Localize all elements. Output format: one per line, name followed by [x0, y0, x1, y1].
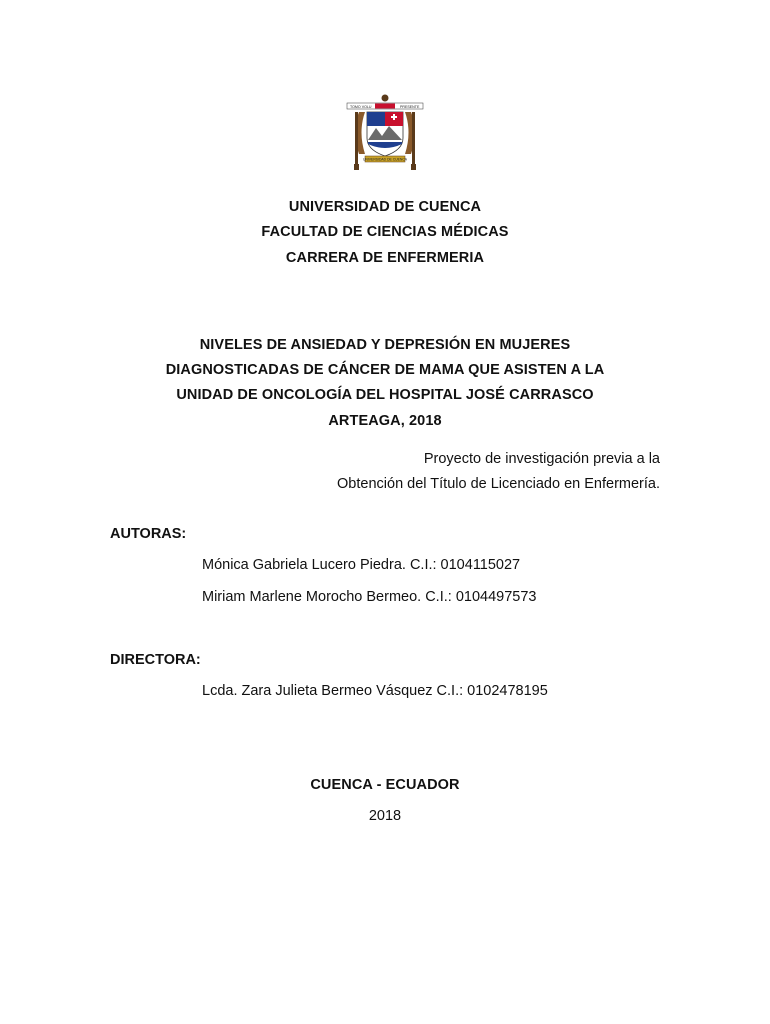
place-label: CUENCA - ECUADOR: [310, 777, 460, 793]
title-line-2: DIAGNOSTICADAS DE CÁNCER DE MAMA QUE ASISTEN A LA: [165, 362, 605, 378]
faculty-name: FACULTAD DE CIENCIAS MÉDICAS: [261, 224, 509, 240]
author-2: Miriam Marlene Morocho Bermeo. C.I.: 0104497573: [202, 589, 537, 605]
crest-ribbon-text: UNIVERSIDAD DE CUENCA: [362, 157, 408, 162]
title-line-1: NIVELES DE ANSIEDAD Y DEPRESIÓN EN MUJERES: [199, 337, 571, 353]
crest-motto-left: TOMO VOLU: [350, 105, 372, 109]
director-name: Lcda. Zara Julieta Bermeo Vásquez C.I.: 0102478195: [202, 683, 548, 699]
title-line-3: UNIDAD DE ONCOLOGÍA DEL HOSPITAL JOSÉ CARRASCO: [176, 387, 594, 403]
crest-motto-right: PRESENTE: [400, 105, 420, 109]
university-name: UNIVERSIDAD DE CUENCA: [288, 199, 482, 215]
director-label: DIRECTORA:: [110, 652, 201, 668]
title-line-4: ARTEAGA, 2018: [328, 413, 442, 429]
year-label: 2018: [368, 808, 402, 824]
purpose-line-2: Obtención del Título de Licenciado en Enfermería.: [337, 476, 660, 492]
career-name: CARRERA DE ENFERMERIA: [285, 250, 485, 266]
author-1: Mónica Gabriela Lucero Piedra. C.I.: 0104115027: [202, 557, 521, 573]
university-crest-logo: [345, 92, 425, 176]
purpose-line-1: Proyecto de investigación previa a la: [423, 451, 660, 467]
authors-label: AUTORAS:: [110, 526, 187, 542]
